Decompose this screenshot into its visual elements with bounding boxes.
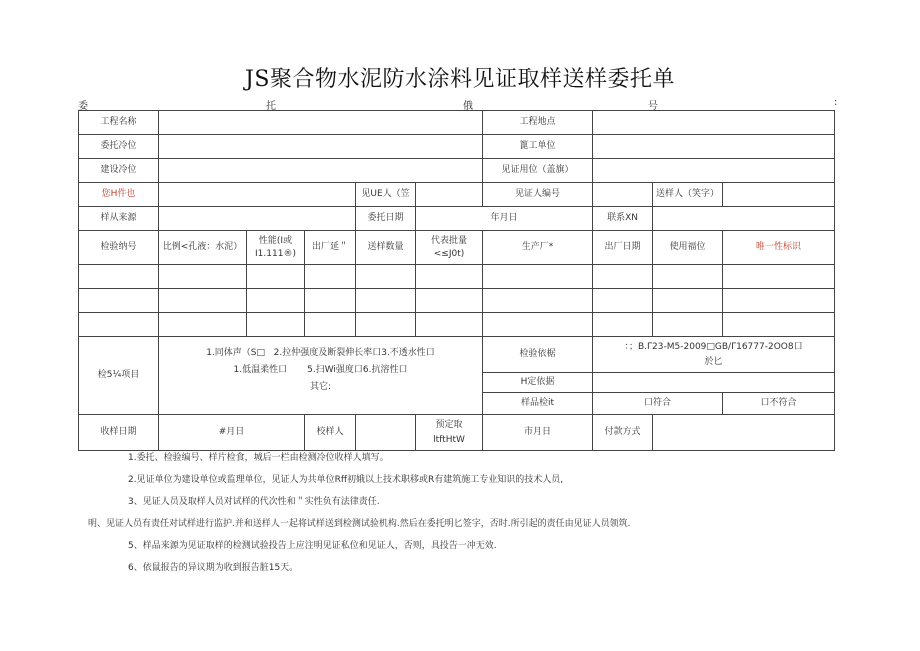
entrust-form-table <box>78 110 835 451</box>
col-factory-batch: 出厂延＂ <box>305 231 356 265</box>
label-construction-unit: 篦工单位 <box>483 135 593 159</box>
label-planned-pickup-line1: 预定取 <box>435 420 463 431</box>
test-basis-line1: ：；B.Γ23-M5-2009□GB/Γ16777-2OO8口 <box>624 342 803 353</box>
field-payment-method[interactable] <box>653 415 835 451</box>
field-entrust-date[interactable]: 年月日 <box>416 207 593 231</box>
label-test-items: 检5¼项目 <box>79 337 159 415</box>
label-contact: 联系XN <box>593 207 653 231</box>
col-batch-size <box>416 231 483 265</box>
label-client-unit: 委托冷位 <box>79 135 159 159</box>
header-char-3: 俄 <box>463 101 473 112</box>
col-use-location: 使用福位 <box>653 231 723 265</box>
col-batch-size-line2: <≤J0t) <box>433 248 465 259</box>
field-project-name[interactable] <box>159 111 483 135</box>
label-owner-unit: 建设冷位 <box>79 159 159 183</box>
col-test-number: 检验纳号 <box>79 231 159 265</box>
page-title: JS聚合物水泥防水涂料见证取样送样委托单 <box>245 67 675 92</box>
label-witness-id: 见证人编号 <box>483 183 593 207</box>
entrust-number-line <box>78 97 838 111</box>
col-unique-id: 唯一性标识 <box>723 231 835 265</box>
col-ratio: 比例<孔液：水泥） <box>159 231 247 265</box>
row-receive <box>79 415 835 451</box>
field-witness-person[interactable] <box>416 183 483 207</box>
test-item-1: 1.同体声（S□ <box>206 348 266 358</box>
test-basis-line2: 於匕 <box>704 356 723 367</box>
label-judge-basis: H定依据 <box>483 373 593 393</box>
row-witness <box>79 183 835 207</box>
field-checker[interactable] <box>356 415 416 451</box>
field-sampler[interactable] <box>159 183 356 207</box>
col-performance-line2: I1.111®) <box>255 248 296 259</box>
field-contact[interactable] <box>653 207 835 231</box>
test-items-block[interactable] <box>159 337 483 415</box>
col-factory-date: 出厂日期 <box>593 231 653 265</box>
sample-row <box>79 313 835 337</box>
label-sample-check: 样品检it <box>483 393 593 415</box>
col-performance-line1: 性能(I或 <box>258 236 293 247</box>
note-2: 2.见证单位为建设单位或监理单位，见证人为共单位Rff初娥以上技术职移或R有建筑施工专业知识的技术人员, <box>128 475 564 485</box>
row-client <box>79 135 835 159</box>
test-item-other: 其它: <box>310 382 332 393</box>
test-item-2: 2.拉仲强度及断裂伸长率口3.不透水性口 <box>273 348 435 358</box>
option-conform[interactable]: 口符合 <box>593 393 723 415</box>
row-owner <box>79 159 835 183</box>
header-char-1: 委 <box>78 101 88 112</box>
row-test-basis <box>79 337 835 373</box>
field-sample-source[interactable] <box>159 207 356 231</box>
field-construction-unit[interactable] <box>593 135 835 159</box>
label-sender: 送样人（笑字） <box>653 183 723 207</box>
note-4: 明、见证人员有责任对试样进行监护.并和送样人一起将试样送到检测试验机构.然后在委托明匕签字，否时.所引起的责任由见证人员领筑. <box>88 519 631 529</box>
row-source <box>79 207 835 231</box>
header-char-2: 托 <box>266 101 276 112</box>
label-witness-person: 见UE人（笠 <box>356 183 416 207</box>
field-sender[interactable] <box>723 183 835 207</box>
field-receive-date[interactable]: #月日 <box>159 415 305 451</box>
label-sample-source: 样从来源 <box>79 207 159 231</box>
note-5: 5、样品来源为见证取样的检测试验投告上应注明见证私位和见证人，否则，具投告一冲无效. <box>128 541 497 551</box>
label-test-basis: 检验依椐 <box>483 337 593 373</box>
field-project-location[interactable] <box>593 111 835 135</box>
option-not-conform[interactable]: 口不符合 <box>723 393 835 415</box>
field-pickup-date[interactable]: 市月日 <box>483 415 593 451</box>
sample-row <box>79 265 835 289</box>
label-project-location: 工程地点 <box>483 111 593 135</box>
sample-row <box>79 289 835 313</box>
label-receive-date: 收样日期 <box>79 415 159 451</box>
label-payment-method: 付款方式 <box>593 415 653 451</box>
header-char-4: 号 <box>648 101 658 112</box>
test-items-line1 <box>162 345 479 362</box>
label-project-name: 工程名称 <box>79 111 159 135</box>
col-manufacturer: 生产厂* <box>483 231 593 265</box>
test-item-3: 1.低温柔性口 <box>233 365 288 376</box>
field-judge-basis[interactable] <box>593 373 835 393</box>
header-char-5: : <box>834 97 838 108</box>
field-test-basis[interactable] <box>593 337 835 373</box>
field-witness-unit[interactable] <box>593 159 835 183</box>
label-planned-pickup <box>416 415 483 451</box>
col-performance <box>247 231 305 265</box>
label-witness-unit: 见证用位（盖旗） <box>483 159 593 183</box>
label-planned-pickup-line2: ltftHtW <box>433 434 465 445</box>
label-sampler: 您H件也 <box>79 183 159 207</box>
row-sample-header <box>79 231 835 265</box>
field-owner-unit[interactable] <box>159 159 483 183</box>
test-item-4: 5.扫Wi强度口6.抗溶性口 <box>307 365 408 376</box>
label-entrust-date: 委托日期 <box>356 207 416 231</box>
field-witness-id[interactable] <box>593 183 653 207</box>
label-checker: 校样人 <box>305 415 356 451</box>
col-sample-quantity: 送样数量 <box>356 231 416 265</box>
test-items-line2 <box>162 362 479 379</box>
note-3: 3、见证人员及取样人员对试样的代次性和＂实性负有法律责任. <box>128 497 380 507</box>
col-batch-size-line1: 代表批量 <box>431 236 468 247</box>
note-1: 1.委托、检验编号、样片检食，城后一栏由检测冷位收样人填写。 <box>128 453 389 463</box>
note-6: 6、依鼠报告的异议期为收到报告脏15天。 <box>128 563 299 573</box>
field-client-unit[interactable] <box>159 135 483 159</box>
row-project-name <box>79 111 835 135</box>
